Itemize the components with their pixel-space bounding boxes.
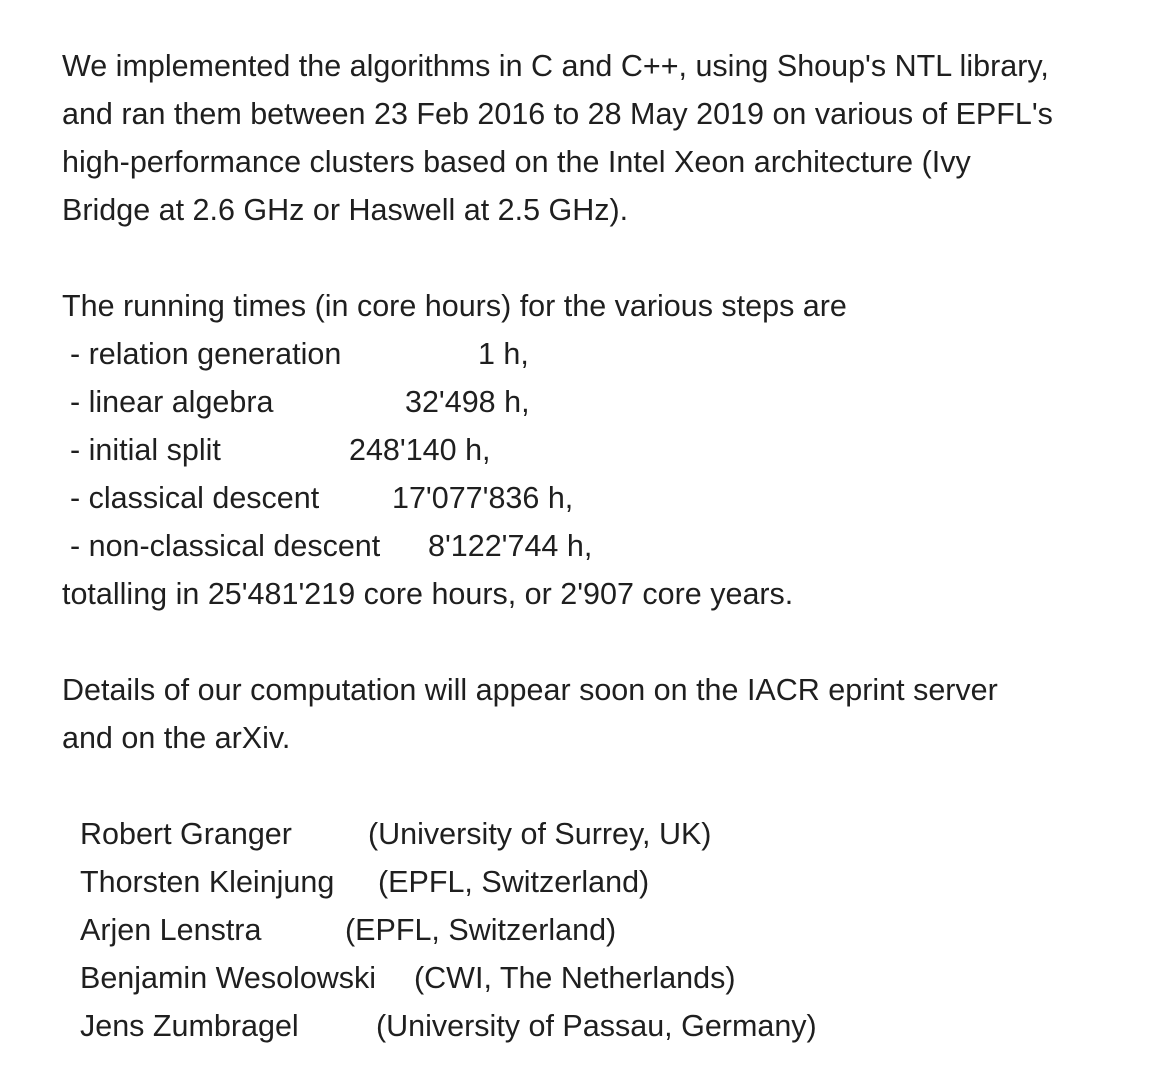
step-value: 32'498 h, (405, 385, 530, 419)
author-name: Arjen Lenstra (80, 913, 262, 947)
step-label: - relation generation (70, 337, 342, 371)
running-times-total: totalling in 25'481'219 core hours, or 2'907 core years. (62, 577, 794, 611)
author-affiliation: (EPFL, Switzerland) (345, 913, 617, 947)
step-label: - initial split (70, 433, 221, 467)
author-affiliation: (EPFL, Switzerland) (378, 865, 650, 899)
step-value: 17'077'836 h, (392, 481, 574, 515)
step-value: 248'140 h, (349, 433, 491, 467)
author-name: Thorsten Kleinjung (80, 865, 335, 899)
running-times-heading: The running times (in core hours) for the various steps are (62, 289, 847, 323)
details-line-1: Details of our computation will appear soon on the IACR eprint server (62, 673, 998, 707)
step-value: 1 h, (478, 337, 529, 371)
intro-line-3: high-performance clusters based on the Intel Xeon architecture (Ivy (62, 145, 971, 179)
author-affiliation: (University of Passau, Germany) (376, 1009, 817, 1043)
step-value: 8'122'744 h, (428, 529, 593, 563)
details-line-2: and on the arXiv. (62, 721, 291, 755)
step-label: - classical descent (70, 481, 320, 515)
author-affiliation: (CWI, The Netherlands) (414, 961, 736, 995)
intro-line-2: and ran them between 23 Feb 2016 to 28 May 2019 on various of EPFL's (62, 97, 1053, 131)
step-label: - linear algebra (70, 385, 274, 419)
author-name: Robert Granger (80, 817, 292, 851)
intro-line-1: We implemented the algorithms in C and C++, using Shoup's NTL library, (62, 49, 1049, 83)
intro-line-4: Bridge at 2.6 GHz or Haswell at 2.5 GHz). (62, 193, 629, 227)
author-name: Jens Zumbragel (80, 1009, 299, 1043)
author-name: Benjamin Wesolowski (80, 961, 377, 995)
step-label: - non-classical descent (70, 529, 381, 563)
author-affiliation: (University of Surrey, UK) (368, 817, 712, 851)
